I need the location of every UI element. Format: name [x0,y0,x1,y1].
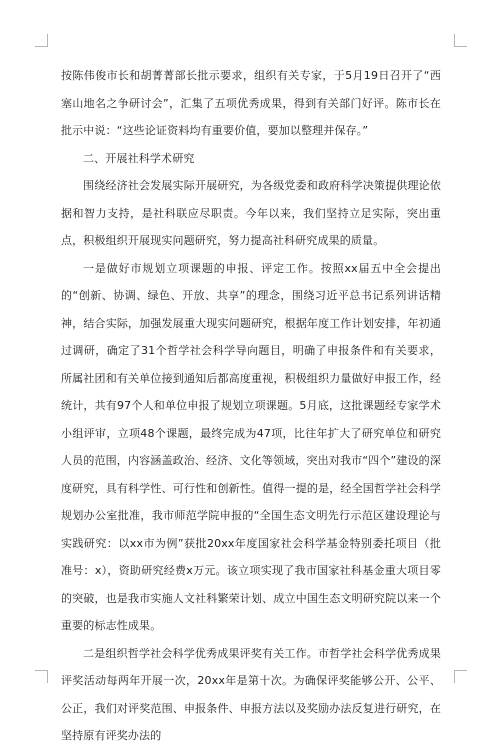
paragraph-planning-projects: 一是做好市规划立项课题的申报、评定工作。按照xx届五中全会提出的“创新、协调、绿色、开放、共享”的理念，围绕习近平总书记系列讲话精神，结合实际，加强发展重大现实问题研究，根据年度工作计划安排，年初通过调研，确定了31个哲学社会科学导向题目，明确了申报条件和有关要求，所属社团和有关单位接到通知后都高度重视，积极组织力量做好申报工作，经统计，共有97个人和单位申报了规划立项课题。5月底，这批课题经专家学术小组评审，立项48个课题，最终完成为47项，比往年扩大了研究单位和研究人员的范围，内容涵盖政治、经济、文化等领域，突出对我市“四个”建设的深度研究，具有科学性、可行性和创新性。值得一提的是，经全国哲学社会科学规划办公室批准，我市师范学院申报的“全国生态文明先行示范区建设理论与实践研究：以xx市为例”获批20xx年度国家社会科学基金特别委托项目（批准号：x），资助研究经费x万元。该立项实现了我市国家社科基金重大项目零的突破，也是我市实施人文社科繁荣计划、成立中国生态文明研究院以来一个重要的标志性成果。 [61,261,441,632]
crop-mark-bottom-left [35,670,48,683]
crop-mark-top-right [454,34,467,47]
document-body [61,62,441,750]
paragraph-intro: 围绕经济社会发展实际开展研究，为各级党委和政府科学决策提供理论依据和智力支持，是社科联应尽职责。今年以来，我们坚持立足实际，突出重点，积极组织开展现实问题研究，努力提高社科研究成果的质量。 [61,179,441,247]
paragraph-awards: 二是组织哲学社会科学优秀成果评奖有关工作。市哲学社会科学优秀成果评奖活动每两年开展一次，20xx年是第十次。为确保评奖能够公开、公平、公正，我们对评奖范围、申报条件、申报方法以及奖励办法反复进行研究，在坚持原有评奖办法的 [61,646,441,742]
paragraph-continuation: 按陈伟俊市长和胡菁菁部长批示要求，组织有关专家，于5月19日召开了“西塞山地名之争研讨会”，汇集了五项优秀成果，得到有关部门好评。陈市长在批示中说：“这些论证资料均有重要价值，要加以整理并保存。” [61,69,441,137]
section-heading: 二、开展社科学术研究 [83,151,195,165]
crop-mark-bottom-right [454,670,467,683]
crop-mark-top-left [35,34,48,47]
